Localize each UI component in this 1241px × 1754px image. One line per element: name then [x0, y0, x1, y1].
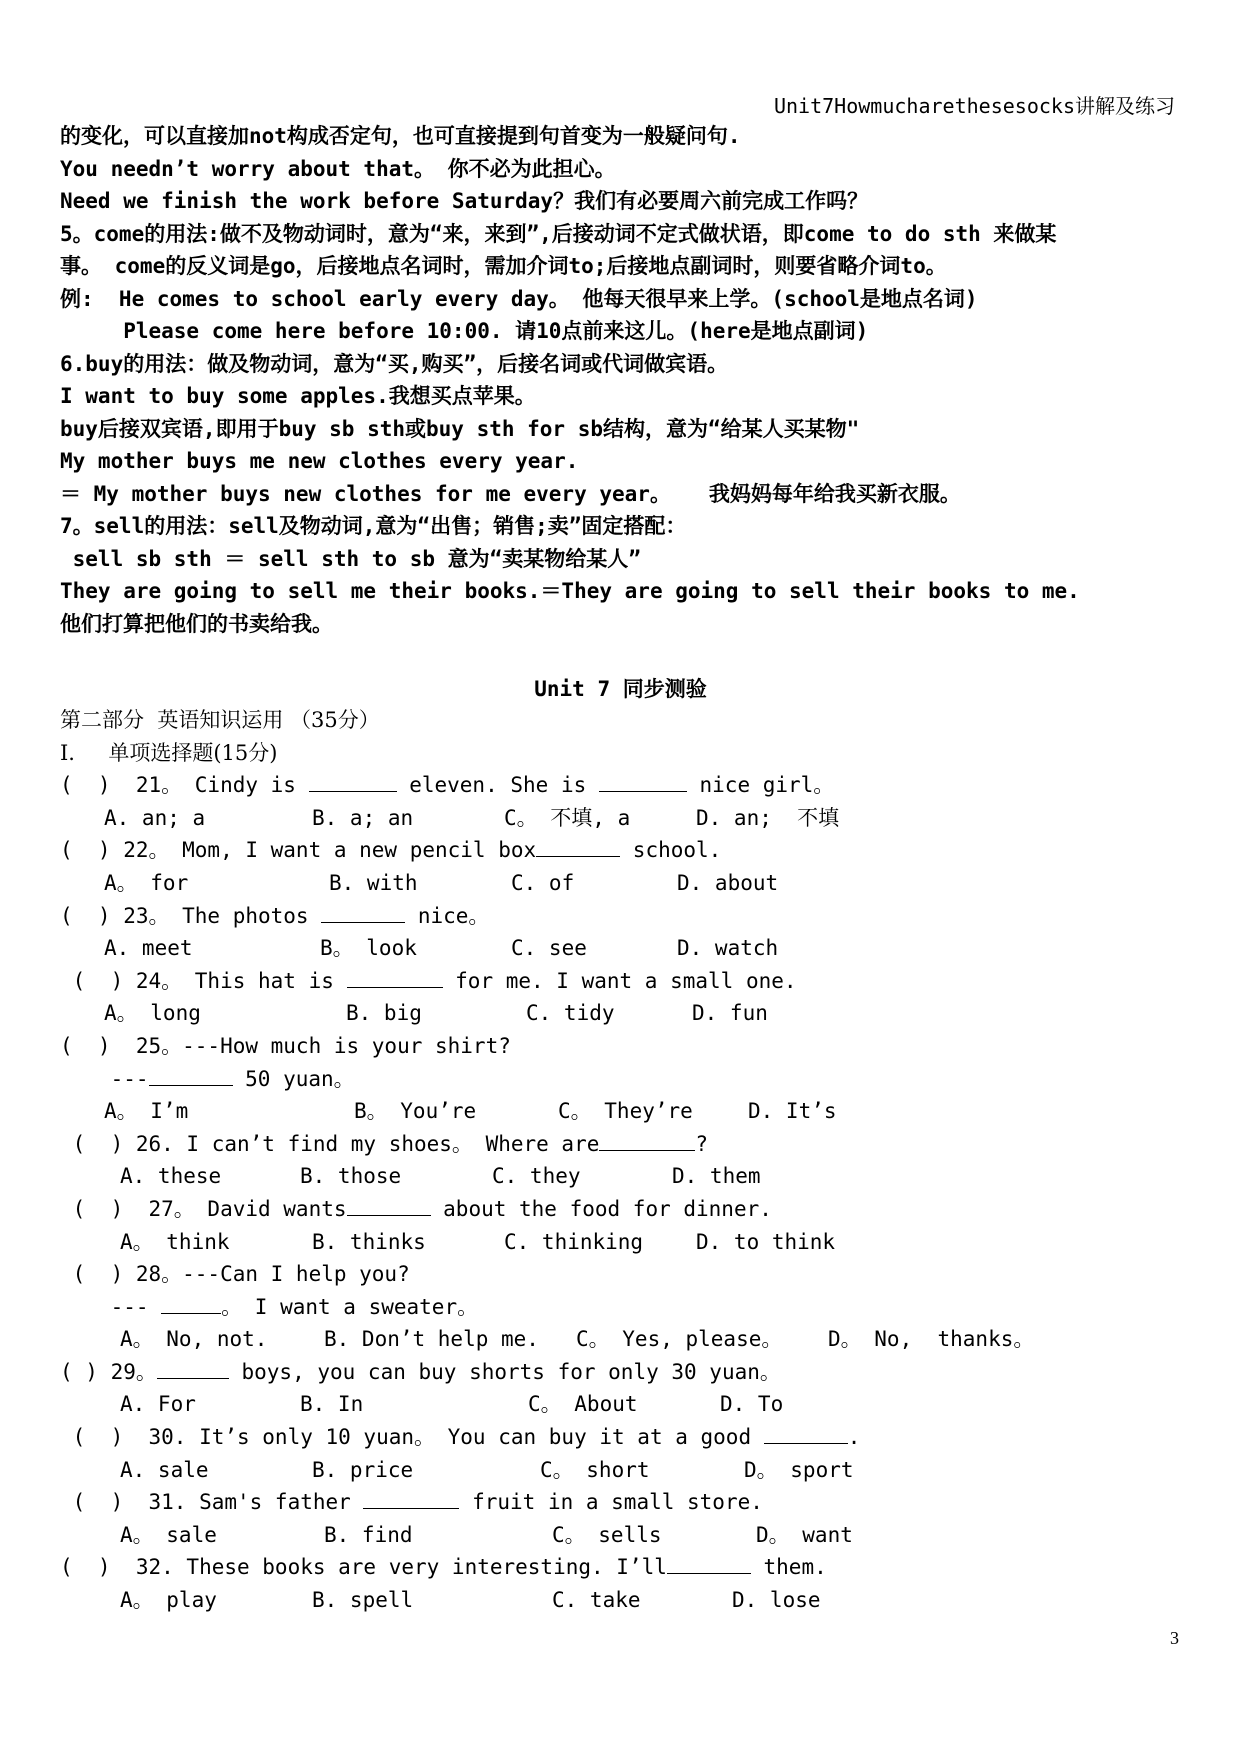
option-a[interactable]: A。 sale [120, 1522, 217, 1547]
question-27: ( ) 27。 David wants about the food for dinner. [60, 1196, 772, 1221]
option-a[interactable]: A。 for [104, 870, 189, 895]
option-d[interactable]: D. lose [732, 1588, 821, 1613]
options-24 [60, 997, 1200, 1030]
answer-blank[interactable] [599, 771, 687, 792]
option-c[interactable]: C. see [511, 936, 587, 961]
option-a[interactable]: A. these [120, 1164, 222, 1189]
note-line: 事。 come的反义词是go，后接地点名词时，需加介词to;后接地点副词时，则要省略介词to。 [60, 254, 947, 278]
page-number: 3 [1170, 1628, 1179, 1648]
answer-blank[interactable] [667, 1553, 751, 1574]
options-27 [60, 1226, 1200, 1259]
option-c[interactable]: C。 不填, a [504, 805, 631, 830]
note-line: buy后接双宾语,即用于buy sb sth或buy sth for sb结构，意为“给某人买某物" [60, 416, 860, 441]
option-b[interactable]: B。 look [320, 936, 417, 961]
answer-blank[interactable] [599, 1130, 695, 1151]
quiz-section [60, 704, 1200, 1617]
option-c[interactable]: C。 short [540, 1457, 650, 1482]
option-d[interactable]: D. to think [696, 1229, 836, 1254]
note-line: Please come here before 10:00. 请10点前来这儿。(here是地点副词) [60, 319, 869, 343]
note-line: You needn’t worry about that。 你不必为此担心。 [60, 156, 616, 181]
option-a[interactable]: A。 long [104, 1001, 201, 1026]
options-30 [60, 1454, 1200, 1487]
options-26 [60, 1160, 1200, 1193]
option-b[interactable]: B. a; an [312, 805, 414, 830]
question-28: ( ) 28。---Can I help you? [60, 1262, 410, 1287]
test-title: Unit 7 同步测验 [534, 677, 707, 701]
option-d[interactable]: D. them [672, 1164, 761, 1189]
note-line: ＝ My mother buys new clothes for me every year。 我妈妈每年给我买新衣服。 [60, 481, 961, 506]
note-line: 5。come的用法:做不及物动词时，意为“来，来到”,后接动词不定式做状语，即come to do sth 来做某 [60, 221, 1057, 246]
option-c[interactable]: C。 sells [552, 1522, 662, 1547]
answer-blank[interactable] [764, 1423, 848, 1444]
question-24: ( ) 24。 This hat is for me. I want a small one. [60, 968, 797, 993]
option-d[interactable]: D. fun [692, 1001, 768, 1026]
answer-blank[interactable] [161, 1293, 221, 1314]
question-23: ( ) 23。 The photos nice。 [60, 903, 490, 928]
options-31 [60, 1519, 1200, 1552]
option-b[interactable]: B. with [329, 870, 418, 895]
note-line: Need we finish the work before Saturday？我们有必要周六前完成工作吗？ [60, 189, 869, 213]
option-a[interactable]: A。 No, not. [120, 1327, 268, 1352]
option-b[interactable]: B. those [300, 1164, 402, 1189]
option-c[interactable]: C. of [511, 870, 575, 895]
options-28 [60, 1323, 1200, 1356]
option-c[interactable]: C. thinking [504, 1229, 644, 1254]
question-25: ( ) 25。---How much is your shirt? [60, 1033, 511, 1058]
option-d[interactable]: D. an; 不填 [696, 805, 840, 830]
question-31: ( ) 31. Sam's father fruit in a small store. [60, 1490, 763, 1515]
note-line: 7。sell的用法：sell及物动词,意为“出售；销售;卖”固定搭配： [60, 514, 687, 538]
note-line: 例: He comes to school early every day。 他每天很早来上学。(school是地点名词) [60, 286, 978, 311]
option-b[interactable]: B. Don’t help me. [324, 1327, 539, 1352]
option-d[interactable]: D. It’s [748, 1099, 837, 1124]
option-d[interactable]: D。 No, thanks。 [828, 1327, 1035, 1352]
answer-blank[interactable] [347, 1195, 431, 1216]
answer-blank[interactable] [321, 902, 405, 923]
answer-blank[interactable] [347, 967, 443, 988]
question-29: ( ) 29。 boys, you can buy shorts for only 30 yuan。 [60, 1359, 781, 1384]
note-line: They are going to sell me their books.＝They are going to sell their books to me. [60, 579, 1080, 603]
option-a[interactable]: A. For [120, 1392, 196, 1417]
option-d[interactable]: D。 want [756, 1522, 853, 1547]
option-d[interactable]: D。 sport [744, 1457, 854, 1482]
option-a[interactable]: A。 I’m [104, 1099, 189, 1124]
part-heading: 第二部分 英语知识运用 （35分） [60, 708, 380, 732]
option-a[interactable]: A. an; a [104, 805, 206, 830]
note-line: 的变化，可以直接加not构成否定句，也可直接提到句首变为一般疑问句. [60, 124, 741, 148]
grammar-notes [60, 120, 1190, 640]
answer-blank[interactable] [157, 1358, 229, 1379]
option-c[interactable]: C。 About [528, 1392, 638, 1417]
option-b[interactable]: B. spell [312, 1588, 414, 1613]
option-b[interactable]: B. big [346, 1001, 422, 1026]
section-heading: I. 单项选择题(15分) [60, 740, 278, 765]
note-line: 他们打算把他们的书卖给我。 [60, 611, 333, 636]
question-28-reply: --- 。 I want a sweater。 [60, 1294, 479, 1319]
note-line: I want to buy some apples.我想买点苹果。 [60, 384, 536, 408]
options-29 [60, 1388, 1200, 1421]
option-b[interactable]: B. find [324, 1522, 413, 1547]
question-25-reply: --- 50 yuan。 [60, 1066, 355, 1091]
answer-blank[interactable] [309, 771, 397, 792]
answer-blank[interactable] [536, 836, 620, 857]
option-a[interactable]: A。 think [120, 1229, 230, 1254]
option-a[interactable]: A. sale [120, 1457, 209, 1482]
question-26: ( ) 26. I can’t find my shoes。 Where are ? [60, 1131, 709, 1156]
option-b[interactable]: B. In [300, 1392, 364, 1417]
question-30: ( ) 30. It’s only 10 yuan。 You can buy it at a good . [60, 1425, 861, 1450]
note-line: sell sb sth ＝ sell sth to sb 意为“卖某物给某人” [60, 546, 641, 571]
option-c[interactable]: C。 Yes, please。 [576, 1327, 783, 1352]
options-21 [60, 802, 1200, 835]
option-a[interactable]: A。 play [120, 1588, 217, 1613]
options-25 [60, 1095, 1200, 1128]
option-c[interactable]: C. take [552, 1588, 641, 1613]
question-32: ( ) 32. These books are very interesting. I’ll them. [60, 1555, 827, 1580]
option-d[interactable]: D. watch [677, 936, 779, 961]
note-line: My mother buys me new clothes every year. [60, 449, 579, 473]
question-22: ( ) 22。 Mom, I want a new pencil box school. [60, 838, 722, 863]
page-header: Unit7Howmucharethesesocks讲解及练习 [773, 94, 1175, 118]
option-d[interactable]: D. To [720, 1392, 784, 1417]
answer-blank[interactable] [149, 1065, 233, 1086]
option-b[interactable]: B. thinks [312, 1229, 426, 1254]
option-c[interactable]: C. they [492, 1164, 581, 1189]
answer-blank[interactable] [363, 1488, 459, 1509]
options-32 [60, 1584, 1200, 1617]
option-c[interactable]: C。 They’re [558, 1099, 693, 1124]
option-b[interactable]: B. price [312, 1457, 414, 1482]
option-c[interactable]: C. tidy [526, 1001, 615, 1026]
option-d[interactable]: D. about [677, 870, 779, 895]
options-22 [60, 867, 1200, 900]
option-a[interactable]: A. meet [104, 936, 193, 961]
options-23 [60, 932, 1200, 965]
question-21: ( ) 21。 Cindy is eleven. She is nice girl。 [60, 773, 835, 798]
option-b[interactable]: B。 You’re [354, 1099, 477, 1124]
note-line: 6.buy的用法：做及物动词，意为“买,购买”，后接名词或代词做宾语。 [60, 351, 729, 376]
